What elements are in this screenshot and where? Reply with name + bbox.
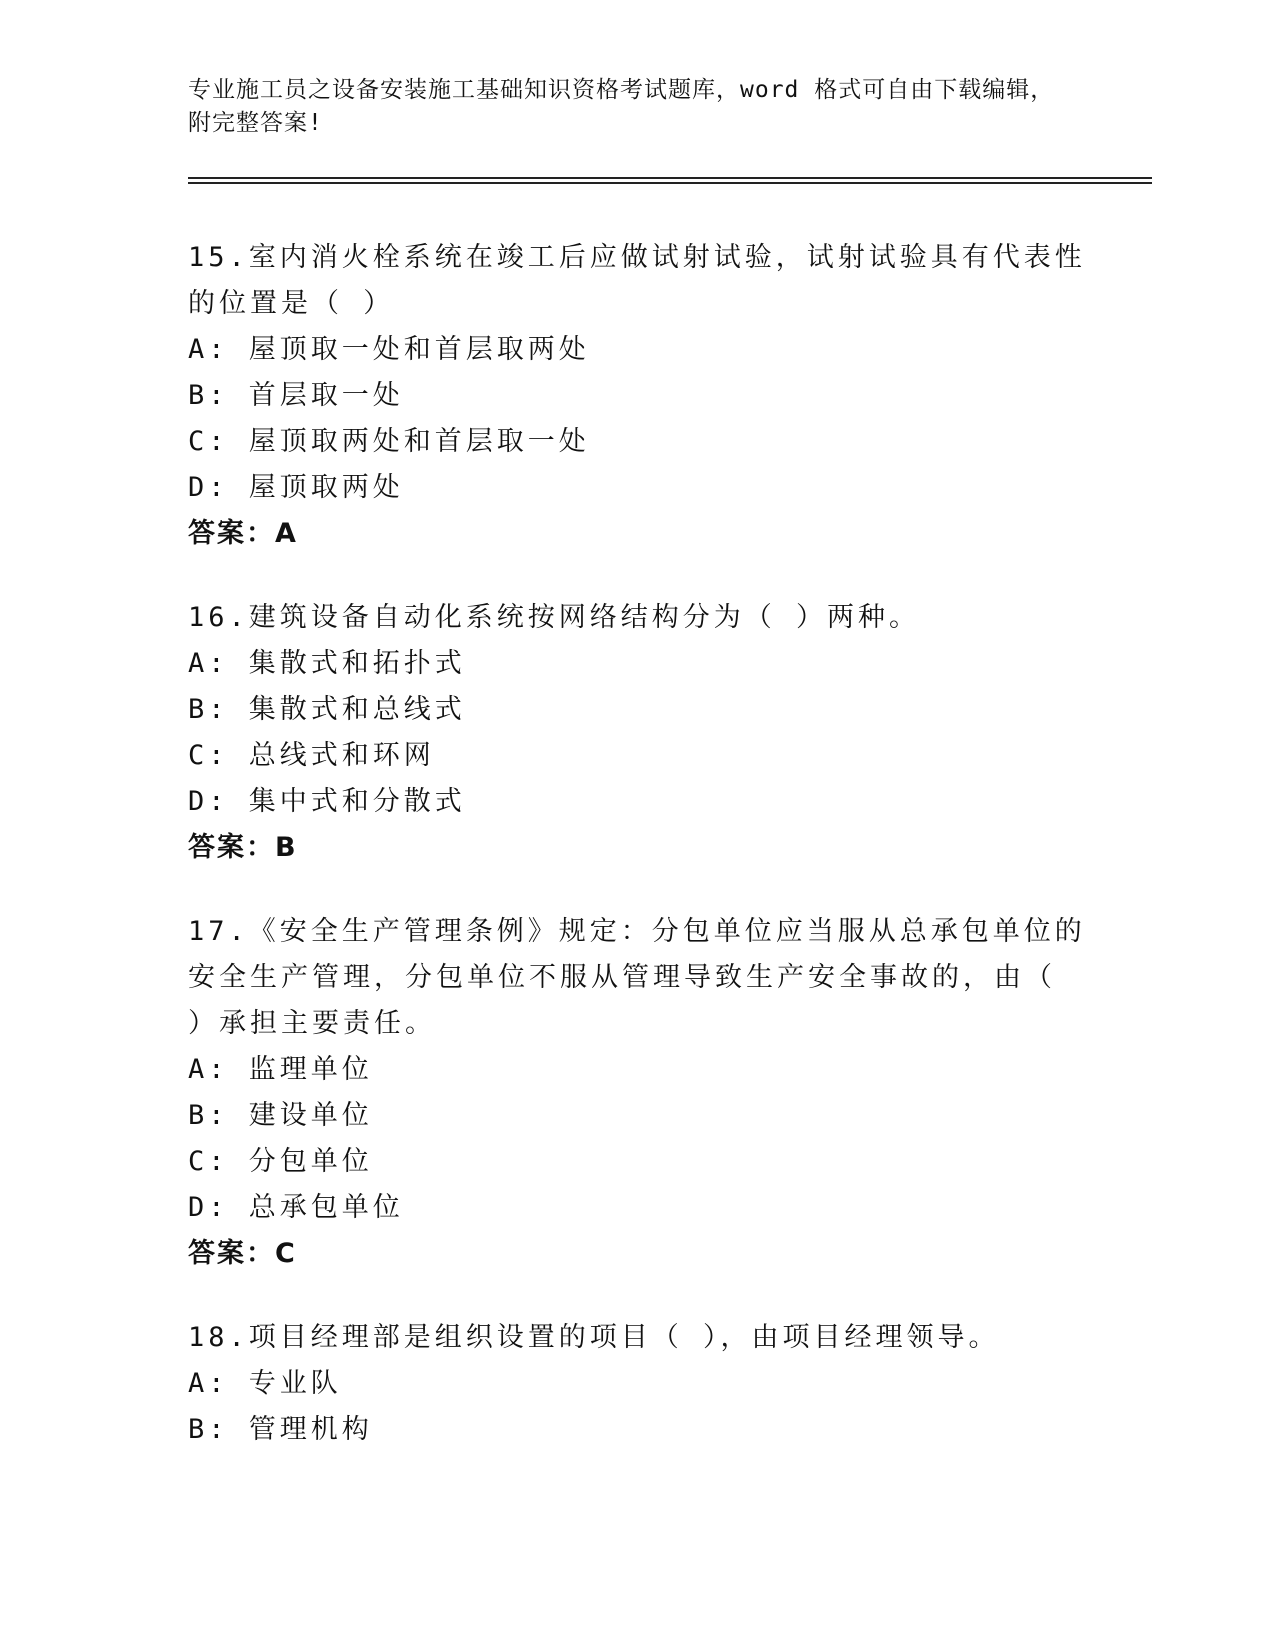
question-15 <box>188 235 1088 557</box>
option-a: A: 集散式和拓扑式 <box>188 648 466 679</box>
header-divider-top <box>188 177 1152 179</box>
document-header <box>188 74 1068 140</box>
answer: 答案：C <box>188 1238 297 1269</box>
option-c: C: 分包单位 <box>188 1146 373 1177</box>
answer: 答案：B <box>188 832 298 863</box>
option-a: A: 屋顶取一处和首层取两处 <box>188 334 590 365</box>
option-b: B: 建设单位 <box>188 1100 373 1131</box>
question-text: 15.室内消火栓系统在竣工后应做试射试验，试射试验具有代表性的位置是（ ） <box>188 242 1086 319</box>
option-d: D: 集中式和分散式 <box>188 786 466 817</box>
question-list <box>188 235 1088 1491</box>
question-16 <box>188 595 1088 871</box>
header-divider-bottom <box>188 182 1152 184</box>
question-text: 18.项目经理部是组织设置的项目（ ），由项目经理领导。 <box>188 1322 1000 1353</box>
option-d: D: 屋顶取两处 <box>188 472 404 503</box>
option-d: D: 总承包单位 <box>188 1192 404 1223</box>
option-a: A: 专业队 <box>188 1368 342 1399</box>
option-c: C: 屋顶取两处和首层取一处 <box>188 426 590 457</box>
question-text: 16.建筑设备自动化系统按网络结构分为（ ）两种。 <box>188 602 921 633</box>
header-line-2: 附完整答案! <box>188 110 323 136</box>
option-a: A: 监理单位 <box>188 1054 373 1085</box>
question-text: 17.《安全生产管理条例》规定：分包单位应当服从总承包单位的安全生产管理，分包单位不服从管理导致生产安全事故的，由（ ）承担主要责任。 <box>188 916 1086 1039</box>
answer: 答案：A <box>188 518 298 549</box>
question-17 <box>188 909 1088 1277</box>
option-b: B: 集散式和总线式 <box>188 694 466 725</box>
option-c: C: 总线式和环网 <box>188 740 435 771</box>
question-18 <box>188 1315 1088 1453</box>
option-b: B: 首层取一处 <box>188 380 404 411</box>
option-b: B: 管理机构 <box>188 1414 373 1445</box>
header-line-1: 专业施工员之设备安装施工基础知识资格考试题库，word 格式可自由下载编辑， <box>188 77 1055 103</box>
